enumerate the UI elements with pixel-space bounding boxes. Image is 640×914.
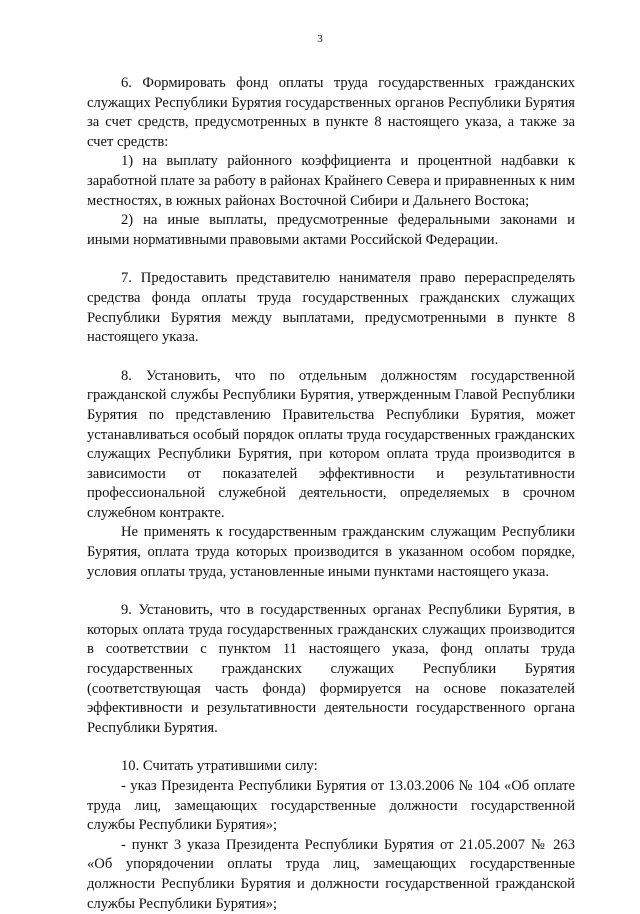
paragraph: 7. Предоставить представителю нанимателя право перераспределять средства фонда оплаты труда государственных гражданских служащих Республики Бурятия между выплатами, предусмотренными в пункте 8 настоящего указа. [87, 270, 575, 346]
paragraph: 8. Установить, что по отдельным должностям государственной гражданской службы Республики Бурятия, утвержденным Главой Республики Бурятия по представлению Правительства Республики Бурятия, может устанавливаться особый порядок оплаты труда государственных гражданских служащих Республики Бурятия, при котором оплата труда производится в зависимости от показателей эффективности и результативности профессиональной служебной деятельности, определяемых в срочном служебном контракте. [87, 367, 575, 521]
paragraph: 1) на выплату районного коэффициента и процентной надбавки к заработной плате за работу в районах Крайнего Севера и приравненных к ним местностях, в южных районах Восточной Сибири и Дальнего Востока; [87, 153, 575, 209]
paragraph: Не применять к государственным гражданским служащим Республики Бурятия, оплата труда которых производится в указанном особом порядке, условия оплаты труда, установленные иными пунктами настоящего указа. [87, 524, 575, 580]
document-body [87, 74, 575, 914]
page-number: 3 [317, 33, 323, 45]
paragraph: 9. Установить, что в государственных органах Республики Бурятия, в которых оплата труда государственных гражданских служащих производится в соответствии с пунктом 11 настоящего указа, фонд оплаты труда государственных гражданских служащих Республики Бурятия (соответствующая часть фонда) формируется на основе показателей эффективности и результативности деятельности государственного органа Республики Бурятия. [87, 602, 575, 736]
paragraph: - пункт 3 указа Президента Республики Бурятия от 21.05.2007 № 263 «Об упорядочении оплаты труда лиц, замещающих государственные должности Республики Бурятия и должности государственной гражданской службы Республики Бурятия»; [87, 836, 575, 912]
paragraph: 2) на иные выплаты, предусмотренные федеральными законами и иными нормативными правовыми актами Российской Федерации. [87, 212, 575, 248]
paragraph: - указ Президента Республики Бурятия от 13.03.2006 № 104 «Об оплате труда лиц, замещающих государственные должности государственной службы Республики Бурятия»; [87, 778, 575, 834]
paragraph: 10. Считать утратившими силу: [121, 758, 318, 775]
paragraph: 6. Формировать фонд оплаты труда государственных гражданских служащих Республики Бурятия государственных органов Республики Бурятия за счет средств, предусмотренных в пункте 8 настоящего указа, а также за счет средств: [87, 75, 575, 150]
